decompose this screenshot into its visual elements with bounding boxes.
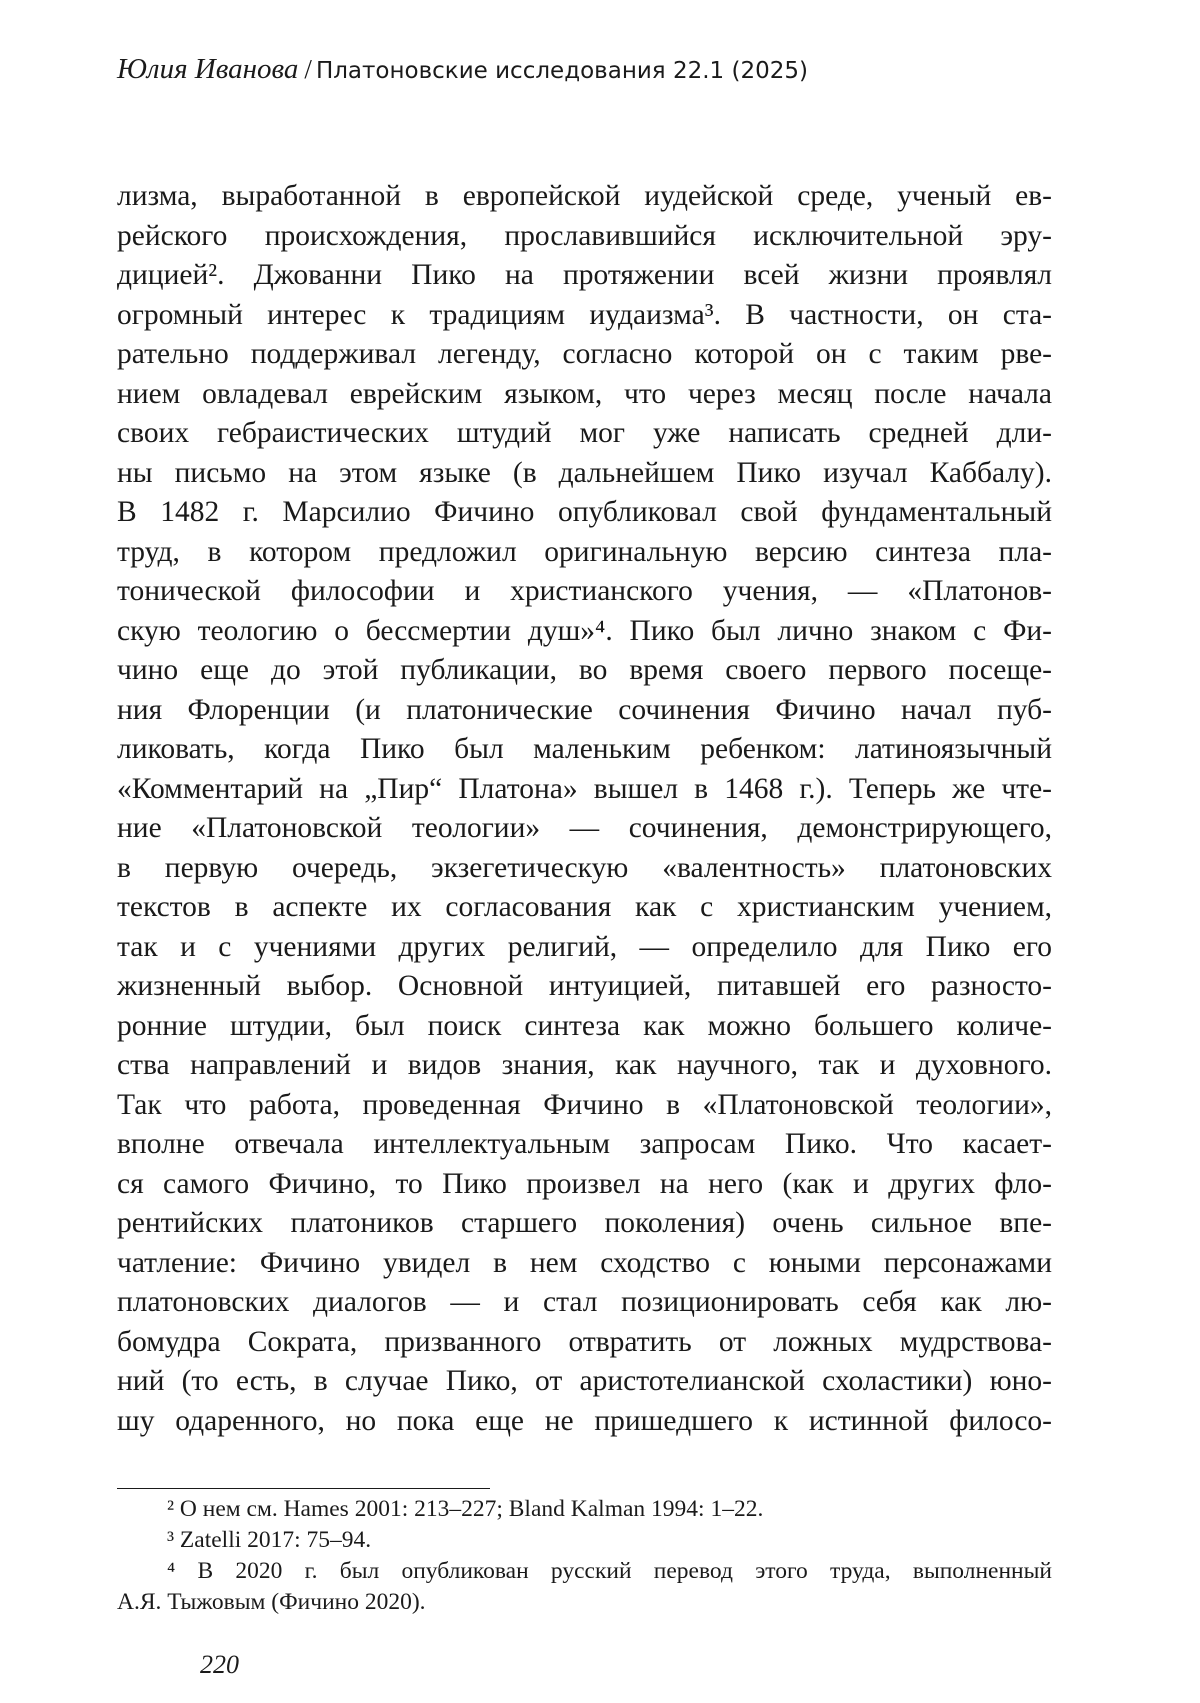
body-line: текстов в аспекте их согласования как с христианским учением, [117, 891, 1052, 923]
body-line: так и с учениями других религий, — определило для Пико его [117, 930, 1052, 963]
body-line: В 1482 г. Марсилио Фичино опубликовал свой фундаментальный [117, 496, 1052, 528]
body-line: ронние штудии, был поиск синтеза как можно большего количе- [117, 1009, 1052, 1042]
body-line: бомудра Сократа, призванного отвратить от ложных мудрствова- [117, 1325, 1052, 1358]
body-text [117, 177, 1052, 1441]
body-line: труд, в котором предложил оригинальную версию синтеза пла- [117, 535, 1052, 568]
footnote-2: ² О нем см. Hames 2001: 213–227; Bland Kalman 1994: 1–22. [167, 1496, 764, 1522]
body-line: рентийских платоников старшего поколения) очень сильное впе- [117, 1207, 1052, 1239]
body-line: жизненный выбор. Основной интуицией, питавшей его разносто- [117, 970, 1052, 1002]
body-line: платоновских диалогов — и стал позиционировать себя как лю- [117, 1286, 1052, 1318]
footnote-rule [117, 1488, 490, 1489]
body-line: тонической философии и христианского учения, — «Платонов- [117, 575, 1052, 607]
footnote-3: ³ Zatelli 2017: 75–94. [167, 1527, 372, 1553]
body-line: «Комментарий на „Пир“ Платона» вышел в 1468 г.). Теперь же чте- [117, 772, 1052, 805]
footnote-4-continuation: А.Я. Тыжовым (Фичино 2020). [117, 1589, 426, 1615]
body-line: лизма, выработанной в европейской иудейской среде, ученый ев- [117, 180, 1052, 212]
body-line: в первую очередь, экзегетическую «валентность» платоновских [117, 851, 1052, 884]
body-line: чино еще до этой публикации, во время своего первого посеще- [117, 654, 1052, 686]
body-line: ся самого Фичино, то Пико произвел на него (как и других фло- [117, 1167, 1052, 1200]
body-line: вполне отвечала интеллектуальным запросам Пико. Что касает- [117, 1128, 1052, 1160]
body-line: ны письмо на этом языке (в дальнейшем Пико изучал Каббалу). [117, 456, 1052, 489]
running-head [117, 52, 808, 88]
body-line: ния Флоренции (и платонические сочинения Фичино начал пуб- [117, 693, 1052, 726]
body-line: рейского происхождения, прославившийся исключительной эру- [117, 219, 1052, 252]
page-number: 220 [200, 1650, 239, 1679]
body-line: Так что работа, проведенная Фичино в «Платоновской теологии», [117, 1088, 1052, 1121]
body-line: нием овладевал еврейским языком, что через месяц после начала [117, 377, 1052, 410]
body-line: ние «Платоновской теологии» — сочинения, демонстрирующего, [117, 812, 1052, 844]
footnotes [117, 1494, 1052, 1618]
running-head-separator: / [304, 54, 312, 84]
footnote-4: ⁴ В 2020 г. был опубликован русский перевод этого труда, выполненный [167, 1558, 1052, 1584]
body-line: скую теологию о бессмертии душ»⁴. Пико был лично знаком с Фи- [117, 614, 1052, 647]
body-line: рательно поддерживал легенду, согласно которой он с таким рве- [117, 338, 1052, 370]
body-line: ства направлений и видов знания, как научного, так и духовного. [117, 1049, 1052, 1081]
body-line: огромный интерес к традициям иудаизма³. В частности, он ста- [117, 298, 1052, 331]
body-line: шу одаренного, но пока еще не пришедшего к истинной филосо- [117, 1404, 1052, 1437]
running-head-journal: Платоновские исследования 22.1 (2025) [315, 58, 808, 84]
body-line: дицией². Джованни Пико на протяжении всей жизни проявлял [117, 259, 1052, 291]
body-line: ликовать, когда Пико был маленьким ребенком: латиноязычный [117, 733, 1052, 765]
running-head-author: Юлия Иванова [117, 53, 299, 85]
body-line: своих гебраистических штудий мог уже написать средней дли- [117, 417, 1052, 449]
body-line: ний (то есть, в случае Пико, от аристотелианской схоластики) юно- [117, 1365, 1052, 1397]
body-line: чатление: Фичино увидел в нем сходство с юными персонажами [117, 1246, 1052, 1279]
